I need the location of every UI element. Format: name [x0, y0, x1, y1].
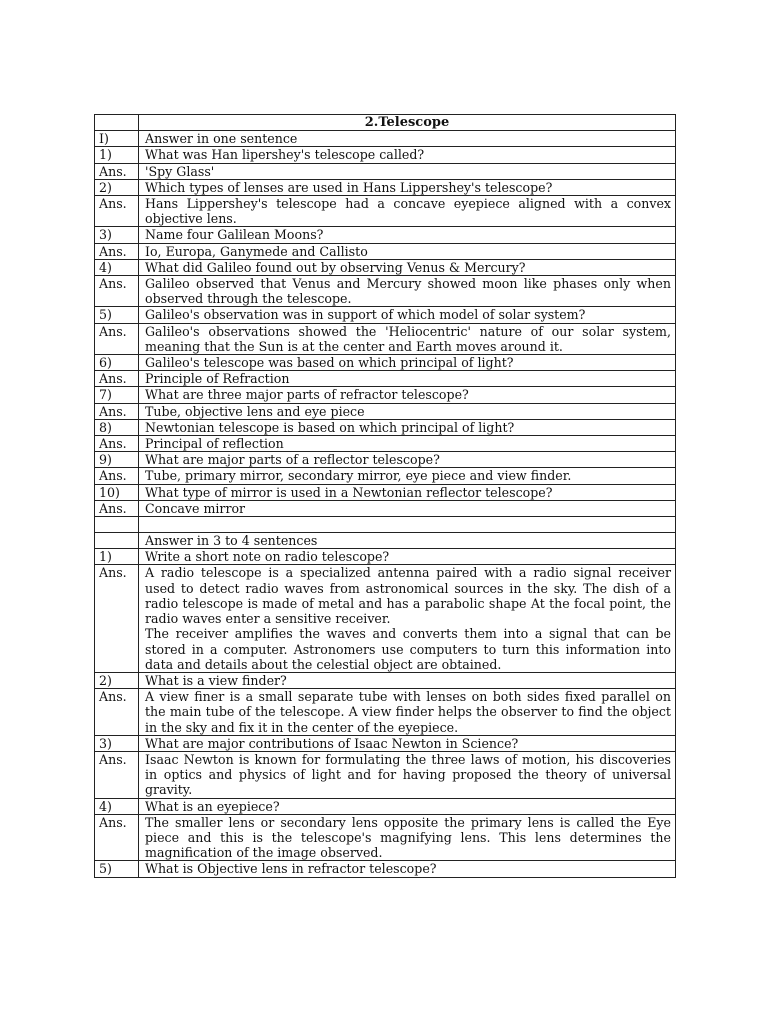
- question-number: 7): [95, 387, 139, 403]
- question-row: [95, 452, 676, 468]
- question-text: Which types of lenses are used in Hans Lippershey's telescope?: [139, 179, 676, 195]
- question-number: 2): [95, 179, 139, 195]
- question-row: [95, 147, 676, 163]
- answer-row: [95, 751, 676, 798]
- answer-row: [95, 196, 676, 227]
- answer-row: [95, 163, 676, 179]
- question-text: What is Objective lens in refractor telescope?: [139, 861, 676, 877]
- question-text: What are major parts of a reflector telescope?: [139, 452, 676, 468]
- question-text: What did Galileo found out by observing Venus & Mercury?: [139, 259, 676, 275]
- answer-label: Ans.: [95, 436, 139, 452]
- question-number: 1): [95, 549, 139, 565]
- answer-text: Principal of reflection: [139, 436, 676, 452]
- answer-text: Tube, objective lens and eye piece: [139, 403, 676, 419]
- answer-text: Principle of Refraction: [139, 371, 676, 387]
- question-row: [95, 387, 676, 403]
- answer-text: Galileo observed that Venus and Mercury showed moon like phases only when observed through the telescope.: [139, 276, 676, 307]
- answer-row: [95, 814, 676, 861]
- blank-cell: [95, 517, 139, 533]
- answer-label: Ans.: [95, 243, 139, 259]
- answer-row: [95, 500, 676, 516]
- section-heading: Answer in 3 to 4 sentences: [139, 533, 676, 549]
- section-heading-row: [95, 533, 676, 549]
- answer-paragraph: A radio telescope is a specialized antenna paired with a radio signal receiver used to detect radio waves from astronomical sources in the sky. The dish of a radio telescope is made of metal and has a parabolic shape At the focal point, the radio waves enter a sensitive receiver.: [145, 565, 671, 627]
- question-row: [95, 798, 676, 814]
- answer-paragraph: The receiver amplifies the waves and converts them into a signal that can be stored in a computer. Astronomers use computers to turn this information into data and details about the celestial object are obtained.: [145, 626, 671, 672]
- answer-label: Ans.: [95, 403, 139, 419]
- section-heading: Answer in one sentence: [139, 131, 676, 147]
- answer-label: Ans.: [95, 689, 139, 736]
- question-row: [95, 259, 676, 275]
- qa-table: [94, 114, 676, 878]
- answer-row: [95, 371, 676, 387]
- answer-text: Io, Europa, Ganymede and Callisto: [139, 243, 676, 259]
- answer-row: [95, 403, 676, 419]
- answer-cell: [139, 565, 676, 672]
- question-row: [95, 419, 676, 435]
- question-row: [95, 179, 676, 195]
- blank-row: [95, 517, 676, 533]
- question-number: 4): [95, 798, 139, 814]
- question-text: Galileo's telescope was based on which principal of light?: [139, 355, 676, 371]
- section-label: [95, 533, 139, 549]
- question-number: 5): [95, 307, 139, 323]
- page-title: 2.Telescope: [139, 115, 676, 131]
- question-row: [95, 735, 676, 751]
- answer-label: Ans.: [95, 163, 139, 179]
- answer-label: Ans.: [95, 468, 139, 484]
- question-number: 9): [95, 452, 139, 468]
- question-number: 3): [95, 227, 139, 243]
- answer-text: Galileo's observations showed the 'Heliocentric' nature of our solar system, meaning that the Sun is at the center and Earth moves around it.: [139, 323, 676, 354]
- title-row: [95, 115, 676, 131]
- section-heading-row: [95, 131, 676, 147]
- document-page: [94, 114, 675, 878]
- answer-row: [95, 323, 676, 354]
- question-number: 3): [95, 735, 139, 751]
- question-number: 6): [95, 355, 139, 371]
- answer-label: Ans.: [95, 565, 139, 672]
- question-row: [95, 307, 676, 323]
- question-row: [95, 484, 676, 500]
- answer-label: Ans.: [95, 323, 139, 354]
- question-text: What is an eyepiece?: [139, 798, 676, 814]
- question-row: [95, 861, 676, 877]
- answer-text: Tube, primary mirror, secondary mirror, eye piece and view finder.: [139, 468, 676, 484]
- answer-label: Ans.: [95, 814, 139, 861]
- answer-text: Hans Lippershey's telescope had a concave eyepiece aligned with a convex objective lens.: [139, 196, 676, 227]
- question-text: Name four Galilean Moons?: [139, 227, 676, 243]
- question-text: What are major contributions of Isaac Newton in Science?: [139, 735, 676, 751]
- answer-text: Concave mirror: [139, 500, 676, 516]
- answer-label: Ans.: [95, 371, 139, 387]
- answer-row: [95, 276, 676, 307]
- question-text: What is a view finder?: [139, 672, 676, 688]
- question-text: Newtonian telescope is based on which principal of light?: [139, 419, 676, 435]
- question-number: 4): [95, 259, 139, 275]
- answer-text: 'Spy Glass': [139, 163, 676, 179]
- answer-label: Ans.: [95, 500, 139, 516]
- question-row: [95, 355, 676, 371]
- question-number: 5): [95, 861, 139, 877]
- section-label: I): [95, 131, 139, 147]
- question-text: What are three major parts of refractor telescope?: [139, 387, 676, 403]
- question-row: [95, 227, 676, 243]
- answer-row: [95, 689, 676, 736]
- answer-row: [95, 436, 676, 452]
- answer-text: Isaac Newton is known for formulating the three laws of motion, his discoveries in optics and physics of light and for having proposed the theory of universal gravity.: [139, 751, 676, 798]
- question-number: 10): [95, 484, 139, 500]
- answer-row: [95, 565, 676, 672]
- question-text: Write a short note on radio telescope?: [139, 549, 676, 565]
- question-row: [95, 672, 676, 688]
- blank-cell: [139, 517, 676, 533]
- question-text: What was Han lipershey's telescope called?: [139, 147, 676, 163]
- question-number: 1): [95, 147, 139, 163]
- question-row: [95, 549, 676, 565]
- question-number: 8): [95, 419, 139, 435]
- question-text: Galileo's observation was in support of which model of solar system?: [139, 307, 676, 323]
- answer-label: Ans.: [95, 276, 139, 307]
- answer-label: Ans.: [95, 751, 139, 798]
- question-number: 2): [95, 672, 139, 688]
- answer-label: Ans.: [95, 196, 139, 227]
- answer-row: [95, 468, 676, 484]
- answer-text: A view finer is a small separate tube with lenses on both sides fixed parallel on the main tube of the telescope. A view finder helps the observer to find the object in the sky and fix it in the center of the eyepiece.: [139, 689, 676, 736]
- answer-text: The smaller lens or secondary lens opposite the primary lens is called the Eye piece and this is the telescope's magnifying lens. This lens determines the magnification of the image observed.: [139, 814, 676, 861]
- answer-row: [95, 243, 676, 259]
- title-row-label-cell: [95, 115, 139, 131]
- question-text: What type of mirror is used in a Newtonian reflector telescope?: [139, 484, 676, 500]
